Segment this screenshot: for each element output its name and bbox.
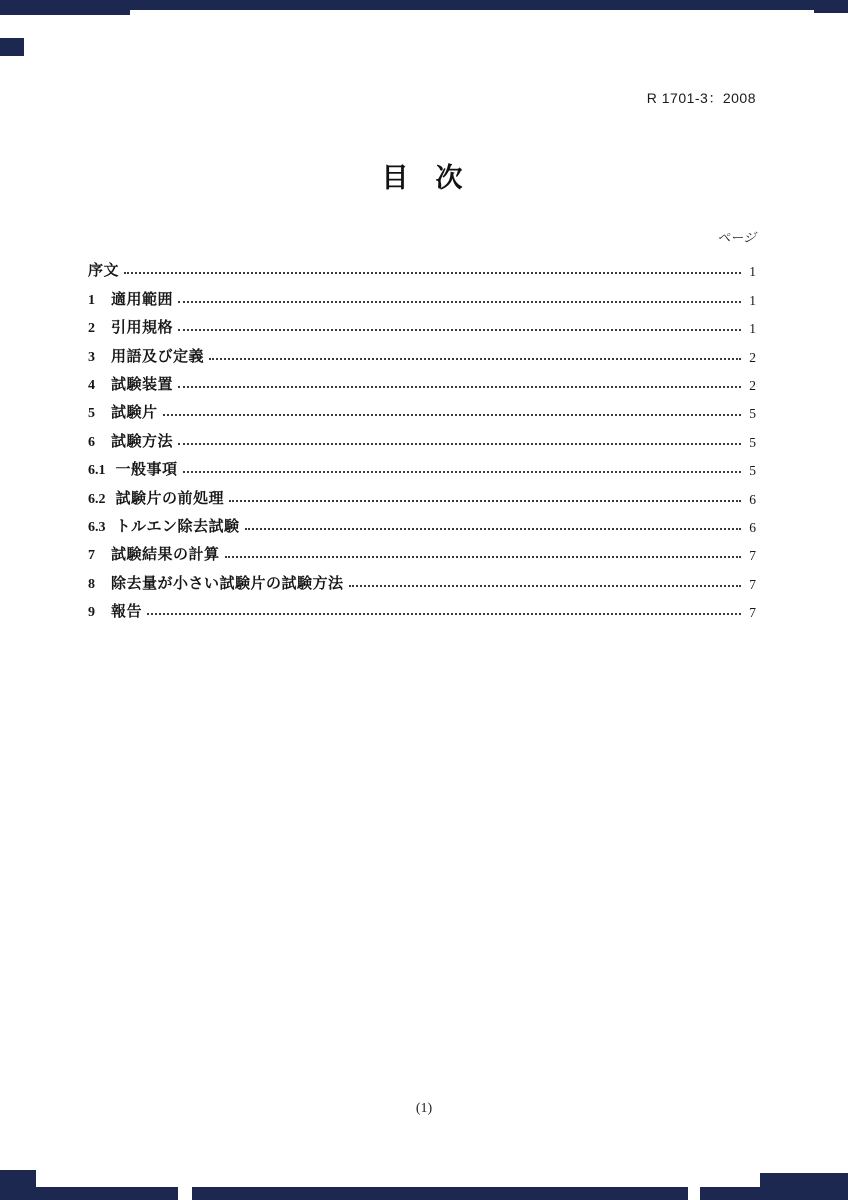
scan-edge-bottom [0,1187,848,1200]
dot-leader [209,358,741,360]
dot-leader [229,500,741,502]
toc-entry-page: 6 [749,491,756,507]
dot-leader [178,301,741,303]
toc-entry-number: 6 [88,434,95,450]
toc-entry-number: 6.3 [88,519,106,535]
toc-list [88,254,756,623]
scan-edge-notch [178,1187,192,1200]
toc-entry-page: 6 [749,519,756,535]
toc-title: 目 次 [381,163,463,193]
toc-entry [88,595,756,623]
toc-entry-label: 引用規格 [111,319,174,337]
toc-entry-number: 6.1 [88,463,106,479]
toc-entry-page: 5 [749,434,756,450]
toc-entry [88,510,756,538]
toc-entry-number: 9 [88,605,95,621]
toc-entry-page: 2 [749,349,756,365]
dot-leader [147,613,741,615]
dot-leader [349,585,741,587]
toc-entry-number: 6.2 [88,491,106,507]
toc-entry-label: 試験結果の計算 [111,546,220,564]
toc-entry [88,339,756,367]
toc-entry-page: 2 [749,377,756,393]
toc-entry [88,538,756,566]
dot-leader [225,556,741,558]
page-column-label: ページ [717,230,756,245]
toc-entry-page: 1 [749,292,756,308]
dot-leader [183,471,741,473]
toc-entry-page: 5 [749,463,756,479]
toc-entry-number: 8 [88,576,95,592]
toc-entry-label: 試験片の前処理 [115,489,225,507]
toc-entry-number: 4 [88,377,95,393]
toc-entry-page: 7 [749,605,756,621]
toc-entry-label: 試験方法 [111,432,174,450]
toc-entry-label: 試験片 [111,404,158,422]
dot-leader [245,528,741,530]
scan-edge-left-stub [0,38,24,56]
toc-entry [88,566,756,594]
toc-entry-label: 序文 [88,262,120,280]
toc-entry [88,311,756,339]
toc-entry-label: 報告 [111,603,143,621]
scan-edge-top-right [814,0,848,13]
toc-entry [88,481,756,509]
document-code: R 1701-3：2008 [646,90,756,106]
toc-entry [88,453,756,481]
toc-entry-label: 試験装置 [111,375,174,393]
toc-entry-number: 7 [88,548,95,564]
toc-entry [88,282,756,310]
dot-leader [178,329,741,331]
toc-entry-page: 5 [749,406,756,422]
scan-edge-notch [688,1187,700,1200]
toc-entry [88,396,756,424]
toc-entry [88,254,756,282]
toc-entry-number: 2 [88,321,95,337]
toc-entry-page: 7 [749,548,756,564]
toc-entry [88,368,756,396]
toc-entry [88,424,756,452]
toc-entry-label: トルエン除去試験 [115,517,240,535]
toc-entry-number: 5 [88,406,95,422]
scan-edge-bottom-left [0,1170,36,1200]
toc-entry-page: 1 [749,321,756,337]
toc-entry-page: 1 [749,264,756,280]
dot-leader [178,386,741,388]
toc-entry-label: 除去量が小さい試験片の試験方法 [111,574,344,592]
dot-leader [178,443,741,445]
toc-entry-number: 3 [88,349,95,365]
toc-entry-label: 適用範囲 [111,290,174,308]
toc-entry-number: 1 [88,292,95,308]
footer-page-number: (1) [415,1101,433,1116]
toc-entry-label: 用語及び定義 [111,347,205,365]
page-content [88,0,756,623]
dot-leader [124,272,741,274]
toc-entry-label: 一般事項 [115,461,178,479]
dot-leader [163,414,741,416]
toc-entry-page: 7 [749,576,756,592]
scan-edge-bottom-right [760,1173,848,1200]
